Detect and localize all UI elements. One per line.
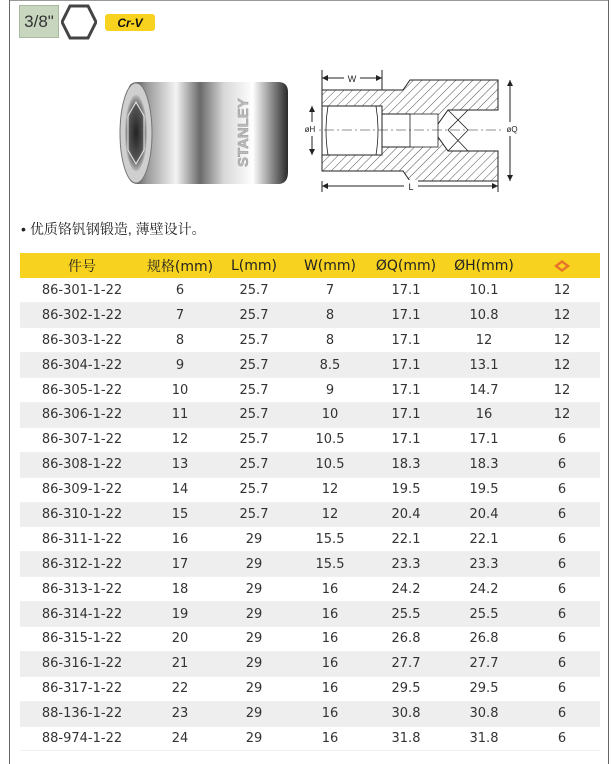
cell-length: 25.7 <box>216 328 292 353</box>
cr-v-badge: Cr-V <box>105 14 155 31</box>
cell-head-dia: 19.5 <box>444 477 524 502</box>
stanley-brand-mark: STANLEY <box>235 98 252 167</box>
cell-part-no: 88-136-1-22 <box>20 701 144 726</box>
cell-width: 9 <box>292 378 368 403</box>
cell-length: 25.7 <box>216 303 292 328</box>
table-row <box>20 701 600 726</box>
cell-length: 29 <box>216 577 292 602</box>
cell-length: 29 <box>216 701 292 726</box>
cell-length: 25.7 <box>216 378 292 403</box>
cell-head-dia: 10.1 <box>444 278 524 303</box>
cell-head-dia: 27.7 <box>444 651 524 676</box>
cell-width: 8 <box>292 303 368 328</box>
cell-length: 25.7 <box>216 502 292 527</box>
cell-outer-dia: 17.1 <box>368 328 444 353</box>
cell-part-no: 86-304-1-22 <box>20 353 144 378</box>
cell-part-no: 88-974-1-22 <box>20 726 144 751</box>
feature-text: 优质铬钒钢锻造, 薄壁设计。 <box>29 221 206 237</box>
table-row <box>20 353 600 378</box>
cell-head-dia: 31.8 <box>444 726 524 751</box>
cell-width: 16 <box>292 726 368 751</box>
cell-size: 12 <box>144 427 216 452</box>
cell-part-no: 86-306-1-22 <box>20 402 144 427</box>
cell-head-dia: 22.1 <box>444 527 524 552</box>
cell-outer-dia: 24.2 <box>368 577 444 602</box>
cell-points: 6 <box>524 676 600 701</box>
cell-size: 6 <box>144 278 216 303</box>
cell-outer-dia: 31.8 <box>368 726 444 751</box>
cell-outer-dia: 17.1 <box>368 378 444 403</box>
feature-note <box>21 219 206 239</box>
table-row <box>20 502 600 527</box>
cell-size: 23 <box>144 701 216 726</box>
drive-size-tag: 3/8" <box>19 5 59 38</box>
cell-width: 7 <box>292 278 368 303</box>
cell-width: 16 <box>292 602 368 627</box>
cell-points: 12 <box>524 328 600 353</box>
cell-size: 19 <box>144 602 216 627</box>
cell-width: 16 <box>292 626 368 651</box>
header-head-dia: ØH(mm) <box>444 253 524 278</box>
table-row <box>20 577 600 602</box>
cell-width: 12 <box>292 477 368 502</box>
cell-part-no: 86-308-1-22 <box>20 452 144 477</box>
socket-product-image <box>108 72 293 192</box>
cell-outer-dia: 17.1 <box>368 402 444 427</box>
cell-points: 12 <box>524 378 600 403</box>
table-row <box>20 676 600 701</box>
cell-outer-dia: 22.1 <box>368 527 444 552</box>
cell-head-dia: 18.3 <box>444 452 524 477</box>
table-row <box>20 602 600 627</box>
cell-outer-dia: 27.7 <box>368 651 444 676</box>
cell-part-no: 86-311-1-22 <box>20 527 144 552</box>
cell-points: 6 <box>524 602 600 627</box>
cell-size: 16 <box>144 527 216 552</box>
header-outer-dia: ØQ(mm) <box>368 253 444 278</box>
table-row <box>20 378 600 403</box>
cell-width: 10 <box>292 402 368 427</box>
cell-length: 29 <box>216 626 292 651</box>
cell-head-dia: 16 <box>444 402 524 427</box>
table-header-row <box>20 253 600 278</box>
cell-size: 14 <box>144 477 216 502</box>
table-row <box>20 427 600 452</box>
cell-head-dia: 14.7 <box>444 378 524 403</box>
cell-width: 16 <box>292 701 368 726</box>
cell-points: 6 <box>524 427 600 452</box>
cell-part-no: 86-309-1-22 <box>20 477 144 502</box>
cell-length: 29 <box>216 726 292 751</box>
hexagon-outline-icon <box>61 4 97 40</box>
cell-outer-dia: 17.1 <box>368 353 444 378</box>
cell-size: 9 <box>144 353 216 378</box>
table-row <box>20 527 600 552</box>
cell-points: 6 <box>524 577 600 602</box>
cell-width: 16 <box>292 676 368 701</box>
cell-length: 25.7 <box>216 353 292 378</box>
table-row <box>20 477 600 502</box>
cell-length: 29 <box>216 651 292 676</box>
cell-outer-dia: 23.3 <box>368 552 444 577</box>
cell-part-no: 86-301-1-22 <box>20 278 144 303</box>
cell-points: 6 <box>524 552 600 577</box>
cell-part-no: 86-313-1-22 <box>20 577 144 602</box>
bullet-mark: • <box>21 221 26 237</box>
cell-head-dia: 30.8 <box>444 701 524 726</box>
socket-section-drawing <box>298 68 526 193</box>
cell-head-dia: 24.2 <box>444 577 524 602</box>
table-row <box>20 328 600 353</box>
cell-points: 6 <box>524 701 600 726</box>
drive-points-icon <box>554 260 570 272</box>
cell-head-dia: 26.8 <box>444 626 524 651</box>
cell-part-no: 86-303-1-22 <box>20 328 144 353</box>
cell-length: 29 <box>216 552 292 577</box>
cell-head-dia: 13.1 <box>444 353 524 378</box>
cell-part-no: 86-310-1-22 <box>20 502 144 527</box>
cell-part-no: 86-307-1-22 <box>20 427 144 452</box>
table-row <box>20 452 600 477</box>
cell-outer-dia: 17.1 <box>368 278 444 303</box>
cell-width: 15.5 <box>292 552 368 577</box>
cell-size: 21 <box>144 651 216 676</box>
header-width: W(mm) <box>292 253 368 278</box>
cell-outer-dia: 29.5 <box>368 676 444 701</box>
cell-points: 6 <box>524 651 600 676</box>
cell-outer-dia: 17.1 <box>368 427 444 452</box>
cell-size: 11 <box>144 402 216 427</box>
dim-w-label: W <box>347 74 357 84</box>
cell-width: 10.5 <box>292 452 368 477</box>
cell-length: 25.7 <box>216 427 292 452</box>
header-points <box>524 253 600 278</box>
table-row <box>20 626 600 651</box>
cell-outer-dia: 20.4 <box>368 502 444 527</box>
cell-head-dia: 23.3 <box>444 552 524 577</box>
cell-head-dia: 20.4 <box>444 502 524 527</box>
cell-points: 12 <box>524 278 600 303</box>
table-row <box>20 402 600 427</box>
cell-size: 17 <box>144 552 216 577</box>
cell-part-no: 86-317-1-22 <box>20 676 144 701</box>
cell-size: 10 <box>144 378 216 403</box>
cell-width: 16 <box>292 651 368 676</box>
cell-size: 20 <box>144 626 216 651</box>
table-row <box>20 552 600 577</box>
table-row <box>20 278 600 303</box>
header-part-no: 件号 <box>20 253 144 278</box>
cell-outer-dia: 17.1 <box>368 303 444 328</box>
cell-part-no: 86-316-1-22 <box>20 651 144 676</box>
cell-length: 25.7 <box>216 402 292 427</box>
cell-length: 25.7 <box>216 278 292 303</box>
cell-size: 8 <box>144 328 216 353</box>
table-row <box>20 303 600 328</box>
cell-length: 25.7 <box>216 477 292 502</box>
cell-length: 29 <box>216 602 292 627</box>
cell-size: 24 <box>144 726 216 751</box>
dim-h-label: øH <box>304 125 316 134</box>
cell-size: 22 <box>144 676 216 701</box>
cell-width: 12 <box>292 502 368 527</box>
cell-points: 12 <box>524 353 600 378</box>
cell-outer-dia: 25.5 <box>368 602 444 627</box>
cell-part-no: 86-315-1-22 <box>20 626 144 651</box>
cell-points: 6 <box>524 502 600 527</box>
header-size: 规格(mm) <box>144 253 216 278</box>
table-row <box>20 726 600 751</box>
cell-outer-dia: 26.8 <box>368 626 444 651</box>
table-row <box>20 651 600 676</box>
cell-points: 6 <box>524 452 600 477</box>
dim-q-label: øQ <box>506 125 518 134</box>
cell-head-dia: 25.5 <box>444 602 524 627</box>
cell-head-dia: 10.8 <box>444 303 524 328</box>
cell-size: 7 <box>144 303 216 328</box>
cell-points: 6 <box>524 626 600 651</box>
cell-points: 12 <box>524 303 600 328</box>
cell-points: 12 <box>524 402 600 427</box>
cell-points: 6 <box>524 477 600 502</box>
cell-part-no: 86-312-1-22 <box>20 552 144 577</box>
cell-width: 8 <box>292 328 368 353</box>
cell-size: 18 <box>144 577 216 602</box>
cell-outer-dia: 30.8 <box>368 701 444 726</box>
cell-size: 13 <box>144 452 216 477</box>
cell-size: 15 <box>144 502 216 527</box>
cell-part-no: 86-314-1-22 <box>20 602 144 627</box>
cell-outer-dia: 19.5 <box>368 477 444 502</box>
cell-part-no: 86-305-1-22 <box>20 378 144 403</box>
dim-l-label: L <box>408 182 414 192</box>
cell-part-no: 86-302-1-22 <box>20 303 144 328</box>
cell-length: 25.7 <box>216 452 292 477</box>
cell-points: 6 <box>524 527 600 552</box>
cell-width: 8.5 <box>292 353 368 378</box>
cell-head-dia: 17.1 <box>444 427 524 452</box>
cell-width: 16 <box>292 577 368 602</box>
cell-width: 15.5 <box>292 527 368 552</box>
cell-width: 10.5 <box>292 427 368 452</box>
spec-table <box>20 253 600 751</box>
cell-head-dia: 12 <box>444 328 524 353</box>
cell-length: 29 <box>216 527 292 552</box>
cell-length: 29 <box>216 676 292 701</box>
header-length: L(mm) <box>216 253 292 278</box>
cell-points: 6 <box>524 726 600 751</box>
cell-outer-dia: 18.3 <box>368 452 444 477</box>
cell-head-dia: 29.5 <box>444 676 524 701</box>
